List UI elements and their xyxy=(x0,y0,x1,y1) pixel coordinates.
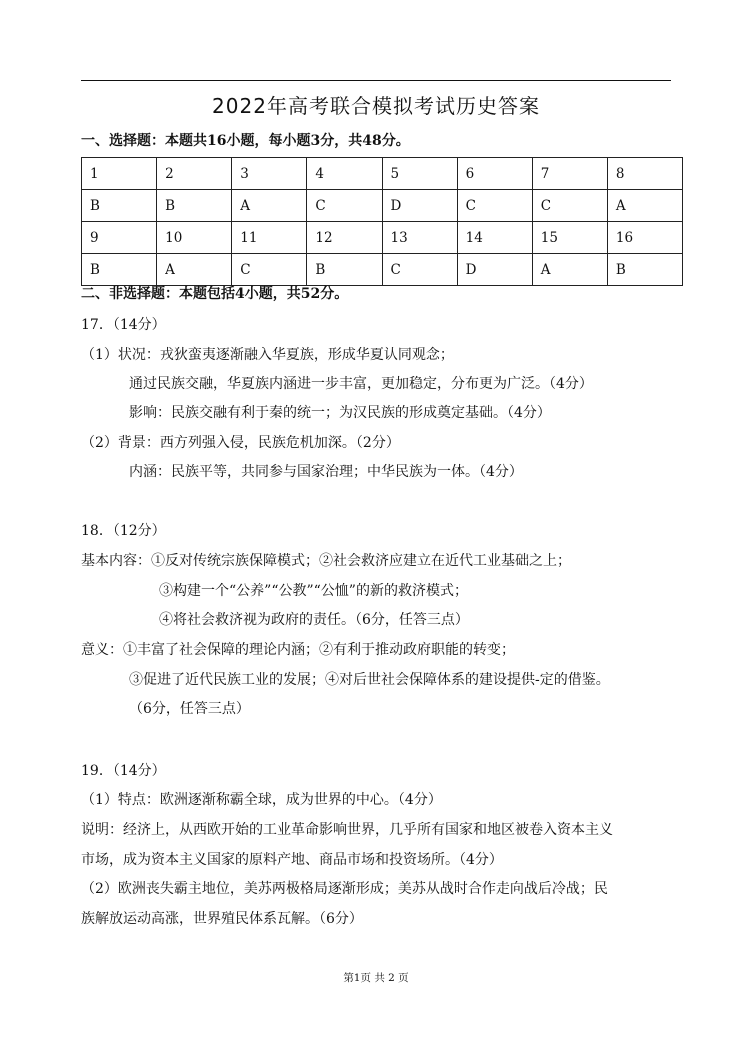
question-number-cell: 8 xyxy=(607,158,682,190)
q18-line: ④将社会救济视为政府的责任。（6分，任答三点） xyxy=(159,612,469,628)
answer-cell: C xyxy=(382,254,457,286)
question-number-cell: 5 xyxy=(382,158,457,190)
question-number-cell: 10 xyxy=(157,222,232,254)
q18-line: ③构建一个“公养”“公教”“公恤”的新的救济模式； xyxy=(159,583,468,599)
q18-line: （6分，任答三点） xyxy=(129,701,250,717)
answer-table xyxy=(81,157,683,286)
q19-line: （1）特点：欧洲逐渐称霸全球，成为世界的中心。（4分） xyxy=(81,792,442,808)
q19-line: 族解放运动高涨，世界殖民体系瓦解。（6分） xyxy=(81,911,363,927)
question-number-cell: 13 xyxy=(382,222,457,254)
q19-line: 说明：经济上，从西欧开始的工业革命影响世界，几乎所有国家和地区被卷入资本主义 xyxy=(81,822,613,838)
answer-cell: B xyxy=(157,190,232,222)
answer-cell: C xyxy=(307,190,382,222)
answer-cell: C xyxy=(457,190,532,222)
answer-cell: A xyxy=(157,254,232,286)
q19-line: 市场，成为资本主义国家的原料产地、商品市场和投资场所。（4分） xyxy=(81,852,503,868)
question-number-cell: 4 xyxy=(307,158,382,190)
q18-number: 18．（12分） xyxy=(81,523,166,539)
answer-cell: A xyxy=(532,254,607,286)
answer-cell: A xyxy=(607,190,682,222)
answer-cell: D xyxy=(382,190,457,222)
question-number-cell: 3 xyxy=(232,158,307,190)
table-row xyxy=(82,190,683,222)
question-number-cell: 11 xyxy=(232,222,307,254)
question-number-cell: 1 xyxy=(82,158,157,190)
q19-line: （2）欧洲丧失霸主地位，美苏两极格局逐渐形成；美苏从战时合作走向战后冷战；民 xyxy=(81,881,608,897)
question-number-cell: 15 xyxy=(532,222,607,254)
answer-cell: C xyxy=(532,190,607,222)
header-rule xyxy=(81,80,671,81)
question-number-cell: 2 xyxy=(157,158,232,190)
table-row xyxy=(82,222,683,254)
page-footer: 第1页 共 2 页 xyxy=(343,972,409,984)
q17-line: （1）状况：戎狄蛮夷逐渐融入华夏族，形成华夏认同观念； xyxy=(81,347,454,363)
answer-cell: C xyxy=(232,254,307,286)
question-number-cell: 12 xyxy=(307,222,382,254)
q19-number: 19．（14分） xyxy=(81,763,166,779)
answer-cell: A xyxy=(232,190,307,222)
table-row xyxy=(82,158,683,190)
q17-number: 17．（14分） xyxy=(81,317,166,333)
answer-cell: D xyxy=(457,254,532,286)
page-title: 2022年高考联合模拟考试历史答案 xyxy=(212,94,540,118)
q18-line: 意义：①丰富了社会保障的理论内涵；②有利于推动政府职能的转变； xyxy=(81,642,515,658)
table-row xyxy=(82,254,683,286)
q18-line: 基本内容：①反对传统宗族保障模式；②社会救济应建立在近代工业基础之上； xyxy=(81,553,571,569)
question-number-cell: 7 xyxy=(532,158,607,190)
q17-line: 影响：民族交融有利于秦的统一；为汉民族的形成奠定基础。（4分） xyxy=(129,405,551,421)
question-number-cell: 6 xyxy=(457,158,532,190)
answer-cell: B xyxy=(82,190,157,222)
section2-heading: 二、非选择题：本题包括4小题，共52分。 xyxy=(81,286,349,302)
section1-heading: 一、选择题：本题共16小题，每小题3分，共48分。 xyxy=(81,133,410,149)
answer-cell: B xyxy=(82,254,157,286)
answer-cell: B xyxy=(307,254,382,286)
q17-line: （2）背景：西方列强入侵，民族危机加深。（2分） xyxy=(81,435,400,451)
question-number-cell: 16 xyxy=(607,222,682,254)
q18-line: ③促进了近代民族工业的发展；④对后世社会保障体系的建设提供-定的借鉴。 xyxy=(129,672,610,688)
q17-line: 通过民族交融，华夏族内涵进一步丰富，更加稳定，分布更为广泛。（4分） xyxy=(129,376,593,392)
question-number-cell: 9 xyxy=(82,222,157,254)
question-number-cell: 14 xyxy=(457,222,532,254)
q17-line: 内涵：民族平等，共同参与国家治理；中华民族为一体。（4分） xyxy=(129,464,523,480)
answer-cell: B xyxy=(607,254,682,286)
